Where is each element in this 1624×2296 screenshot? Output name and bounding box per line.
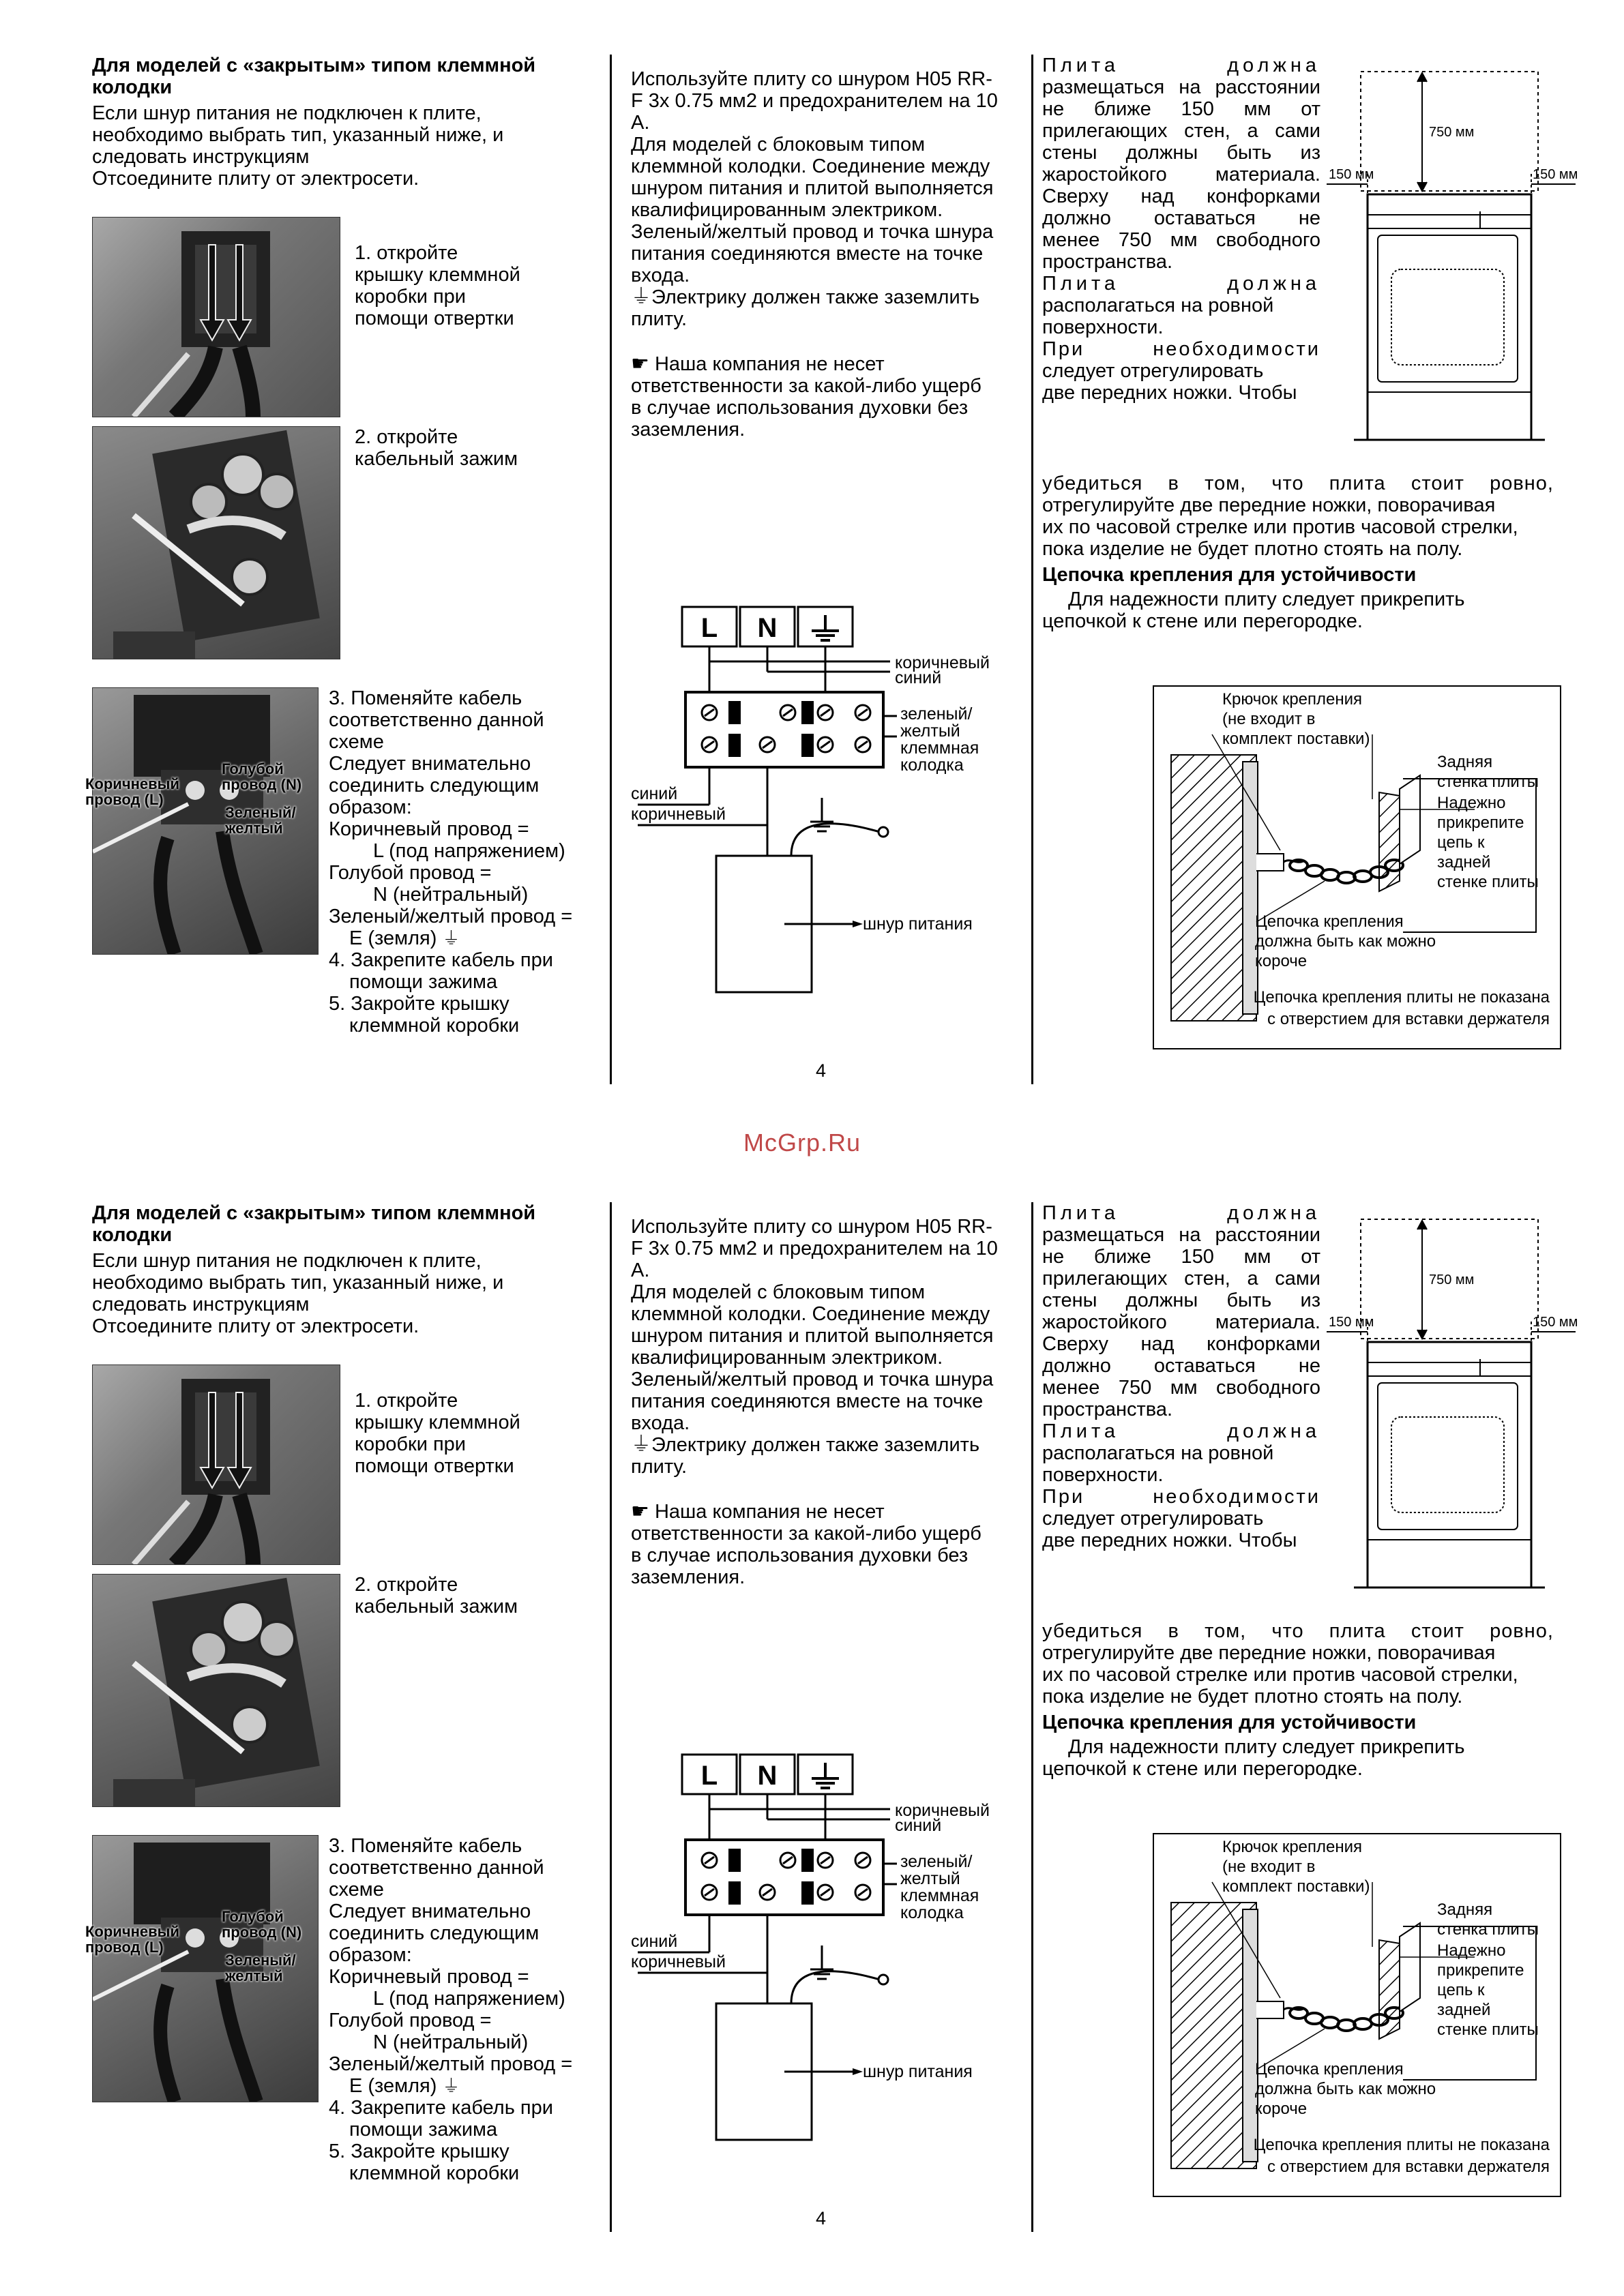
column-divider	[610, 1202, 612, 2232]
place-line: поверхности.	[1042, 316, 1164, 338]
label-blue: синий	[895, 668, 942, 687]
label-left-brown: коричневый	[631, 1952, 726, 1971]
step-line: Голубой провод =	[329, 862, 492, 884]
step-1-text	[355, 1390, 587, 1477]
short-line: должна быть как можно	[1255, 2080, 1436, 2098]
label-line: Коричневый	[85, 775, 179, 792]
label-power-cord: шнур питания	[863, 2062, 973, 2081]
place-line: стены должны быть из	[1042, 1289, 1320, 1311]
place-line: две передних ножки. Чтобы	[1042, 382, 1297, 404]
label-line: провод (N)	[222, 776, 302, 793]
dim-top: 750 мм	[1429, 125, 1475, 140]
terminal-n-label: N	[757, 613, 778, 643]
pointing-hand-icon: ☛	[631, 353, 649, 375]
block-line: квалифицированным электриком.	[631, 199, 943, 221]
block-line: Для моделей с блоковым типом	[631, 1281, 926, 1303]
warning-line: ответственности за какой-либо ущерб	[631, 1523, 981, 1545]
intro-line: Если шнур питания не подключен к плите,	[92, 102, 482, 124]
place-line: не ближе 150 мм от	[1042, 1246, 1320, 1268]
level-line: пока изделие не будет плотно стоять на полу.	[1042, 1686, 1463, 1708]
warning-line: заземления.	[631, 1566, 745, 1588]
secure-line: задней	[1437, 853, 1491, 871]
step-2-text	[355, 1574, 587, 1617]
secure-line: прикрепите	[1437, 814, 1524, 832]
label-brown-wire	[85, 776, 179, 807]
disconnect-text: Отсоедините плиту от электросети.	[92, 1315, 419, 1337]
place-line: При необходимости	[1042, 338, 1320, 360]
block-line: питания соединяются вместе на точке	[631, 1390, 984, 1412]
block-line: входа.	[631, 1412, 690, 1434]
label-terminal-block: колодка	[900, 1903, 964, 1922]
step-line: 2. откройте	[355, 426, 458, 448]
page-number: 4	[816, 1060, 827, 1081]
hook-label	[1222, 689, 1370, 749]
ground-icon: ⏚	[442, 928, 460, 949]
step-line: Коричневый провод =	[329, 818, 529, 840]
step-line: образом:	[329, 1944, 412, 1966]
cord-line: A.	[631, 112, 650, 134]
backwall-label	[1437, 752, 1539, 792]
warning-line: в случае использования духовки без	[631, 1545, 969, 1566]
place-line: размещаться на расстоянии	[1042, 76, 1320, 98]
secure-line: Надежно	[1437, 1941, 1506, 1960]
step-2-text	[355, 426, 587, 470]
step-line: L (под напряжением)	[373, 1988, 565, 2010]
earth-point	[879, 1975, 888, 1984]
leveling-text	[1042, 473, 1554, 632]
backwall-line: стенка плиты	[1437, 773, 1539, 791]
backwall-line: Задняя	[1437, 753, 1493, 771]
step-3-text	[329, 687, 615, 1037]
secure-line: прикрепите	[1437, 1961, 1524, 1980]
watermark: McGrp.Ru	[743, 1129, 861, 1157]
label-left-blue: синий	[631, 1932, 678, 1951]
column-cord-info	[631, 1216, 1027, 1588]
place-line: поверхности.	[1042, 1464, 1164, 1486]
warning-line	[631, 353, 1027, 375]
backwall-label	[1437, 1900, 1539, 1939]
photo-open-cover	[92, 1365, 340, 1565]
step-line: соединить следующим	[329, 1922, 540, 1944]
level-line: их по часовой стрелке или против часовой стрелки,	[1042, 516, 1518, 538]
backwall-line: Задняя	[1437, 1900, 1493, 1919]
place-line: Сверху над конфорками	[1042, 185, 1320, 207]
ground-text: E (земля)	[349, 927, 437, 949]
chain-line: цепочкой к стене или перегородке.	[1042, 1758, 1363, 1780]
photo-open-clamp	[92, 1574, 340, 1807]
chain-line: Для надежности плиту следует прикрепить	[1068, 1736, 1465, 1758]
block-line: шнуром питания и плитой выполняется	[631, 1325, 994, 1347]
warning-line: ответственности за какой-либо ущерб	[631, 375, 981, 397]
secure-line: задней	[1437, 2001, 1491, 2019]
block-line: квалифицированным электриком.	[631, 1347, 943, 1369]
step-line: Голубой провод =	[329, 2010, 492, 2031]
secure-label	[1437, 793, 1539, 892]
warning-text: Наша компания не несет	[654, 1501, 885, 1523]
label-line: Зеленый/	[225, 1952, 296, 1969]
block-line: Зеленый/желтый провод и точка шнура	[631, 221, 994, 243]
note-line: с отверстием для вставки держателя	[1267, 2158, 1550, 2176]
place-line: Плита должна	[1042, 1202, 1320, 1224]
step-line: Зеленый/желтый провод =	[329, 2053, 573, 2075]
column-installation	[1042, 1202, 1320, 1551]
level-line: убедиться в том, что плита стоит ровно,	[1042, 473, 1554, 494]
earth-icon	[812, 615, 839, 640]
step-3-text	[329, 1835, 615, 2184]
label-terminal-block: клеммная	[900, 739, 979, 758]
ground-text: Электрику должен также заземлить	[651, 1434, 980, 1456]
block-line: клеммной колодки. Соединение между	[631, 1303, 990, 1325]
step-line: 3. Поменяйте кабель	[329, 1835, 522, 1857]
step-line: соответственно данной	[329, 709, 544, 731]
step-line: схеме	[329, 731, 384, 753]
step-line: кабельный зажим	[355, 1596, 518, 1617]
place-line: следует отрегулировать	[1042, 360, 1264, 382]
secure-line: цепь к	[1437, 833, 1485, 852]
warning-text: Наша компания не несет	[654, 353, 885, 375]
hook-line: Крючок крепления	[1222, 690, 1363, 709]
chain-title: Цепочка крепления для устойчивости	[1042, 1712, 1417, 1733]
intro-line: следовать инструкциям	[92, 146, 310, 168]
secure-line: Надежно	[1437, 794, 1506, 812]
step-line	[329, 927, 615, 949]
place-line: менее 750 мм свободного	[1042, 1377, 1320, 1399]
hook-line: комплект поставки)	[1222, 730, 1370, 748]
secure-line: цепь к	[1437, 1981, 1485, 1999]
place-line: должно оставаться не	[1042, 1355, 1320, 1377]
step-line: 1. откройте	[355, 242, 458, 264]
ground-text: E (земля)	[349, 2075, 437, 2097]
hook-label	[1222, 1837, 1370, 1896]
label-green-yellow: зеленый/	[900, 704, 973, 724]
step-line: крышку клеммной	[355, 264, 520, 286]
earth-icon	[812, 1763, 839, 1788]
step-line: клеммной коробки	[349, 1015, 520, 1037]
column-installation	[1042, 55, 1320, 404]
chain-note	[1164, 2134, 1550, 2178]
block-line: Зеленый/желтый провод и точка шнура	[631, 1369, 994, 1390]
block-line: входа.	[631, 265, 690, 286]
pointing-hand-icon: ☛	[631, 1500, 649, 1523]
step-line: 5. Закройте крышку	[329, 993, 510, 1015]
level-line: убедиться в том, что плита стоит ровно,	[1042, 1620, 1554, 1642]
step-line: N (нейтральный)	[373, 2031, 529, 2053]
column-divider	[1031, 1202, 1033, 2232]
step-line: 2. откройте	[355, 1574, 458, 1596]
place-line: пространства.	[1042, 251, 1173, 273]
place-line: не ближе 150 мм от	[1042, 98, 1320, 120]
chain-figure	[1153, 685, 1561, 1049]
level-line: отрегулируйте две передние ножки, поворачивая	[1042, 494, 1496, 516]
photo-open-clamp	[92, 426, 340, 659]
ground-line	[631, 286, 1027, 308]
place-line: располагаться на ровной	[1042, 295, 1274, 316]
block-line: питания соединяются вместе на точке	[631, 243, 984, 265]
place-line: Плита должна	[1042, 55, 1320, 76]
label-line: желтый	[225, 820, 283, 837]
ground-line	[631, 1434, 1027, 1456]
ground-text: Электрику должен также заземлить	[651, 286, 980, 308]
step-line: кабельный зажим	[355, 448, 518, 470]
place-line: прилегающих стен, а сами	[1042, 1268, 1320, 1289]
short-line: короче	[1255, 2100, 1308, 2118]
place-line: две передних ножки. Чтобы	[1042, 1530, 1297, 1551]
clearance-diagram	[1327, 1212, 1579, 1594]
step-line: Следует внимательно	[329, 753, 531, 775]
place-line: стены должны быть из	[1042, 142, 1320, 164]
place-line: прилегающих стен, а сами	[1042, 120, 1320, 142]
label-line: провод (L)	[85, 1939, 164, 1956]
short-line: Цепочка крепления	[1255, 912, 1404, 931]
step-line: помощи зажима	[349, 2119, 498, 2141]
clearance-diagram	[1327, 65, 1579, 447]
note-line: Цепочка крепления плиты не показана	[1253, 988, 1550, 1007]
step-line: коробки при	[355, 1433, 466, 1455]
secure-line: стенке плиты	[1437, 873, 1539, 891]
label-left-blue: синий	[631, 784, 678, 803]
place-line: Сверху над конфорками	[1042, 1333, 1320, 1355]
short-line: короче	[1255, 952, 1308, 970]
label-green-wire	[225, 805, 296, 836]
label-blue-wire	[222, 761, 301, 792]
earth-point	[879, 827, 888, 837]
label-brown: коричневый	[895, 1801, 990, 1820]
place-line: пространства.	[1042, 1399, 1173, 1420]
intro-line: Если шнур питания не подключен к плите,	[92, 1250, 482, 1272]
chain-figure	[1153, 1833, 1561, 2197]
cord-line: Используйте плиту со шнуром H05 RR-	[631, 68, 992, 90]
step-line: Следует внимательно	[329, 1900, 531, 1922]
intro-line: необходимо выбрать тип, указанный ниже, и	[92, 1272, 504, 1294]
label-green-yellow: желтый	[900, 1869, 960, 1888]
step-line: соответственно данной	[329, 1857, 544, 1879]
terminal-n-label: N	[757, 1761, 778, 1791]
short-line: должна быть как можно	[1255, 932, 1436, 951]
label-terminal-block: клеммная	[900, 1886, 979, 1905]
block-line: Для моделей с блоковым типом	[631, 134, 926, 155]
leveling-text	[1042, 1620, 1554, 1780]
warning-line	[631, 1501, 1027, 1523]
ground-icon: ⏚	[631, 1433, 651, 1456]
hook-line: комплект поставки)	[1222, 1877, 1370, 1896]
dim-right: 150 мм	[1533, 167, 1578, 182]
note-line: с отверстием для вставки держателя	[1267, 1010, 1550, 1028]
label-brown-wire	[85, 1924, 179, 1955]
short-chain-label	[1255, 2059, 1436, 2119]
label-line: Зеленый/	[225, 804, 296, 821]
block-line: клеммной колодки. Соединение между	[631, 155, 990, 177]
cord-line: F 3x 0.75 мм2 и предохранителем на 10	[631, 90, 998, 112]
place-line: жаростойкого материала.	[1042, 1311, 1320, 1333]
step-line: коробки при	[355, 286, 466, 308]
step-line: соединить следующим	[329, 775, 540, 796]
label-line: желтый	[225, 1967, 283, 1984]
terminal-l-label: L	[700, 613, 718, 643]
short-line: Цепочка крепления	[1255, 2060, 1404, 2078]
ground-icon: ⏚	[442, 2076, 460, 2096]
step-line: 3. Поменяйте кабель	[329, 687, 522, 709]
warning-line: в случае использования духовки без	[631, 397, 969, 419]
step-line: клеммной коробки	[349, 2162, 520, 2184]
wiring-diagram	[628, 1748, 1023, 2143]
label-line: провод (N)	[222, 1924, 302, 1941]
secure-label	[1437, 1941, 1539, 2040]
place-line: Плита должна	[1042, 1420, 1320, 1442]
page-number: 4	[816, 2208, 827, 2228]
label-power-cord: шнур питания	[863, 914, 973, 934]
level-line: их по часовой стрелке или против часовой стрелки,	[1042, 1664, 1518, 1686]
label-brown: коричневый	[895, 653, 990, 672]
step-line: 4. Закрепите кабель при	[329, 2097, 553, 2119]
place-line: размещаться на расстоянии	[1042, 1224, 1320, 1246]
intro-line: следовать инструкциям	[92, 1294, 310, 1315]
chain-note	[1164, 987, 1550, 1030]
label-left-brown: коричневый	[631, 805, 726, 824]
label-blue: синий	[895, 1816, 942, 1835]
ground-line: плиту.	[631, 1456, 688, 1478]
dim-top: 750 мм	[1429, 1272, 1475, 1287]
photo-open-cover	[92, 217, 340, 417]
label-line: Коричневый	[85, 1923, 179, 1940]
step-line: помощи отвертки	[355, 1455, 514, 1477]
intro-text	[92, 102, 610, 190]
place-line: менее 750 мм свободного	[1042, 229, 1320, 251]
step-line: помощи отвертки	[355, 308, 514, 329]
label-line: провод (L)	[85, 791, 164, 808]
terminal-l-label: L	[700, 1761, 718, 1791]
dim-right: 150 мм	[1533, 1315, 1578, 1330]
column-divider	[610, 55, 612, 1084]
chain-line: цепочкой к стене или перегородке.	[1042, 610, 1363, 632]
ground-line: плиту.	[631, 308, 688, 330]
dim-left: 150 мм	[1329, 167, 1374, 182]
place-line: должно оставаться не	[1042, 207, 1320, 229]
label-line: Голубой	[222, 1908, 284, 1925]
terminal-block	[702, 1849, 870, 1905]
secure-line: стенке плиты	[1437, 2021, 1539, 2039]
backwall-line: стенка плиты	[1437, 1920, 1539, 1939]
ground-icon: ⏚	[631, 286, 651, 308]
chain-title: Цепочка крепления для устойчивости	[1042, 564, 1417, 586]
column-terminal-instructions	[92, 55, 610, 190]
step-1-text	[355, 242, 587, 329]
step-line: 4. Закрепите кабель при	[329, 949, 553, 971]
label-green-yellow: желтый	[900, 721, 960, 741]
label-blue-wire	[222, 1909, 301, 1940]
label-green-wire	[225, 1952, 296, 1984]
note-line: Цепочка крепления плиты не показана	[1253, 2136, 1550, 2154]
warning-line: заземления.	[631, 419, 745, 441]
place-line: следует отрегулировать	[1042, 1508, 1264, 1530]
short-chain-label	[1255, 912, 1436, 971]
hook-line: Крючок крепления	[1222, 1838, 1363, 1856]
cord-line: A.	[631, 1259, 650, 1281]
block-line: шнуром питания и плитой выполняется	[631, 177, 994, 199]
column-divider	[1031, 55, 1033, 1084]
place-line: жаростойкого материала.	[1042, 164, 1320, 185]
dim-left: 150 мм	[1329, 1315, 1374, 1330]
step-line: 1. откройте	[355, 1390, 458, 1412]
section-title: Для моделей с «закрытым» типом клеммной колодки	[92, 55, 536, 98]
column-terminal-instructions	[92, 1202, 610, 1337]
wiring-diagram	[628, 600, 1023, 996]
step-line: L (под напряжением)	[373, 840, 565, 862]
label-line: Голубой	[222, 760, 284, 777]
step-line	[329, 2075, 615, 2097]
label-green-yellow: зеленый/	[900, 1852, 973, 1871]
step-line: помощи зажима	[349, 971, 498, 993]
step-line: образом:	[329, 796, 412, 818]
hook-line: (не входит в	[1222, 710, 1316, 728]
step-line: N (нейтральный)	[373, 884, 529, 906]
place-line: При необходимости	[1042, 1486, 1320, 1508]
disconnect-text: Отсоедините плиту от электросети.	[92, 168, 419, 190]
step-line: Коричневый провод =	[329, 1966, 529, 1988]
step-line: крышку клеммной	[355, 1412, 520, 1433]
place-line: располагаться на ровной	[1042, 1442, 1274, 1464]
hook-line: (не входит в	[1222, 1858, 1316, 1876]
cord-line: Используйте плиту со шнуром H05 RR-	[631, 1216, 992, 1238]
place-line: Плита должна	[1042, 273, 1320, 295]
intro-text	[92, 1250, 610, 1337]
column-cord-info	[631, 68, 1027, 441]
label-terminal-block: колодка	[900, 756, 964, 775]
terminal-block	[702, 701, 870, 757]
level-line: пока изделие не будет плотно стоять на полу.	[1042, 538, 1463, 560]
step-line: схеме	[329, 1879, 384, 1900]
chain-line: Для надежности плиту следует прикрепить	[1068, 588, 1465, 610]
manual-page	[0, 1148, 1624, 2295]
cord-line: F 3x 0.75 мм2 и предохранителем на 10	[631, 1238, 998, 1259]
level-line: отрегулируйте две передние ножки, поворачивая	[1042, 1642, 1496, 1664]
step-line: 5. Закройте крышку	[329, 2141, 510, 2162]
intro-line: необходимо выбрать тип, указанный ниже, и	[92, 124, 504, 146]
step-line: Зеленый/желтый провод =	[329, 906, 573, 927]
section-title: Для моделей с «закрытым» типом клеммной колодки	[92, 1202, 536, 1246]
